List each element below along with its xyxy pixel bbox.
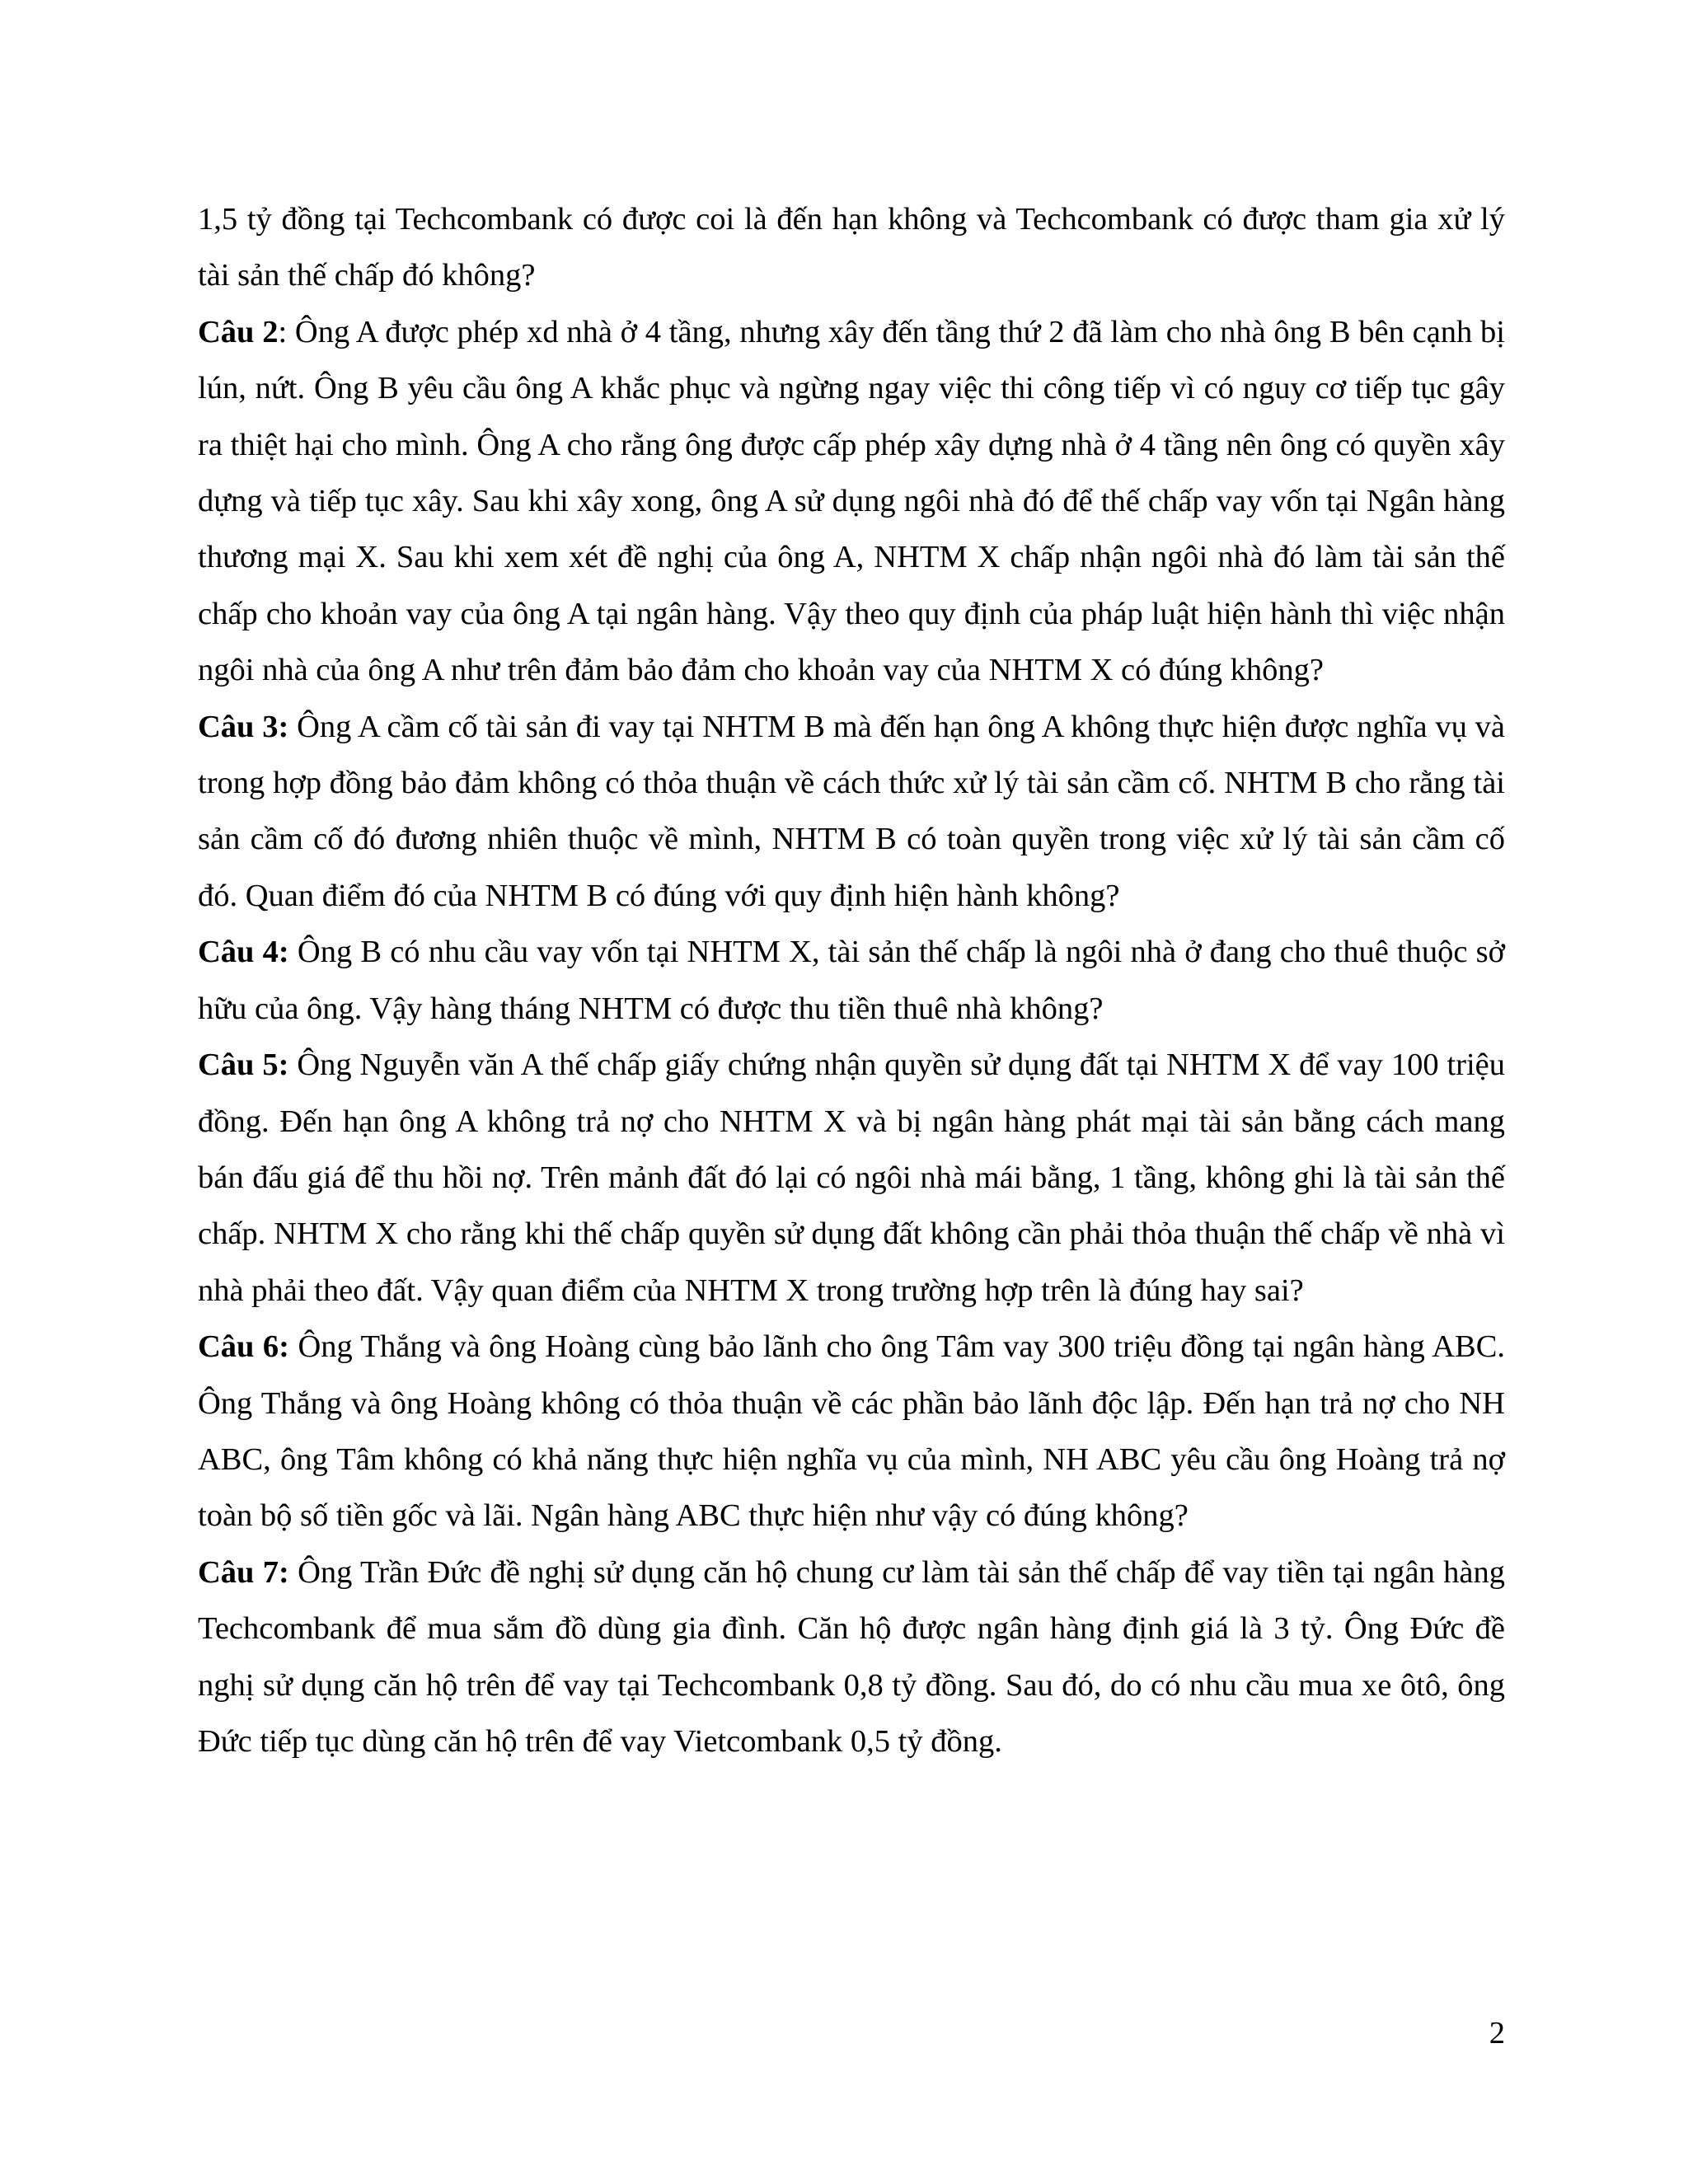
question-7-separator xyxy=(289,1555,298,1590)
question-4-text: Ông B có nhu cầu vay vốn tại NHTM X, tài sản thế chấp là ngôi nhà ở đang cho thuê thuộc sở hữu của ông. Vậy hàng tháng NHTM có được thu tiền thuê nhà không? xyxy=(198,935,1505,1026)
question-3-label: Câu 3: xyxy=(198,709,289,744)
question-7-label: Câu 7: xyxy=(198,1554,289,1590)
question-3-separator xyxy=(288,710,297,744)
document-body xyxy=(198,191,1505,1769)
question-2-label: Câu 2 xyxy=(198,314,279,349)
question-4 xyxy=(198,924,1505,1037)
question-6-label: Câu 6: xyxy=(198,1329,289,1365)
question-3 xyxy=(198,699,1505,925)
question-6-separator xyxy=(289,1329,298,1364)
question-4-label: Câu 4: xyxy=(198,935,289,970)
page-number: 2 xyxy=(1489,2016,1505,2050)
question-7-text: Ông Trần Đức đề nghị sử dụng căn hộ chung cư làm tài sản thế chấp để vay tiền tại ngân hàng Techcombank để mua sắm đồ dùng gia đình. Căn hộ được ngân hàng định giá là 3 tỷ. Ông Đức đề nghị sử dụng căn hộ trên để vay tại Techcombank 0,8 tỷ đồng. Sau đó, do có nhu cầu mua xe ôtô, ông Đức tiếp tục dùng căn hộ trên để vay Vietcombank 0,5 tỷ đồng. xyxy=(198,1554,1505,1759)
question-5-separator xyxy=(288,1047,297,1082)
question-5-label: Câu 5: xyxy=(198,1047,289,1083)
question-3-text: Ông A cầm cố tài sản đi vay tại NHTM B mà đến hạn ông A không thực hiện được nghĩa vụ và trong hợp đồng bảo đảm không có thỏa thuận về cách thức xử lý tài sản cầm cố. NHTM B cho rằng tài sản cầm cố đó đương nhiên thuộc về mình, NHTM B có toàn quyền trong việc xử lý tài sản cầm cố đó. Quan điểm đó của NHTM B có đúng với quy định hiện hành không? xyxy=(198,709,1506,913)
question-2-text: Ông A được phép xd nhà ở 4 tầng, nhưng xây đến tầng thứ 2 đã làm cho nhà ông B bên cạnh bị lún, nứt. Ông B yêu cầu ông A khắc phục và ngừng ngay việc thi công tiếp vì có nguy cơ tiếp tục gây ra thiệt hại cho mình. Ông A cho rằng ông được cấp phép xây dựng nhà ở 4 tầng nên ông có quyền xây dựng và tiếp tục xây. Sau khi xây xong, ông A sử dụng ngôi nhà đó để thế chấp vay vốn tại Ngân hàng thương mại X. Sau khi xem xét đề nghị của ông A, NHTM X chấp nhận ngôi nhà đó làm tài sản thế chấp cho khoản vay của ông A tại ngân hàng. Vậy theo quy định của pháp luật hiện hành thì việc nhận ngôi nhà của ông A như trên đảm bảo đảm cho khoản vay của NHTM X có đúng không? xyxy=(198,314,1505,688)
question-2 xyxy=(198,304,1505,699)
question-2-separator: : xyxy=(278,314,295,349)
question-6 xyxy=(198,1319,1505,1544)
intro-paragraph: 1,5 tỷ đồng tại Techcombank có được coi là đến hạn không và Techcombank có được tham gia xử lý tài sản thế chấp đó không? xyxy=(198,202,1505,293)
question-4-separator xyxy=(289,935,298,969)
question-5-text: Ông Nguyễn văn A thế chấp giấy chứng nhận quyền sử dụng đất tại NHTM X để vay 100 triệu đồng. Đến hạn ông A không trả nợ cho NHTM X và bị ngân hàng phát mại tài sản bằng cách mang bán đấu giá để thu hồi nợ. Trên mảnh đất đó lại có ngôi nhà mái bằng, 1 tầng, không ghi là tài sản thế chấp. NHTM X cho rằng khi thế chấp quyền sử dụng đất không cần phải thỏa thuận thế chấp về nhà vì nhà phải theo đất. Vậy quan điểm của NHTM X trong trường hợp trên là đúng hay sai? xyxy=(198,1047,1506,1308)
question-7 xyxy=(198,1544,1505,1770)
question-6-text: Ông Thắng và ông Hoàng cùng bảo lãnh cho ông Tâm vay 300 triệu đồng tại ngân hàng ABC. Ông Thắng và ông Hoàng không có thỏa thuận về các phần bảo lãnh độc lập. Đến hạn trả nợ cho NH ABC, ông Tâm không có khả năng thực hiện nghĩa vụ của mình, NH ABC yêu cầu ông Hoàng trả nợ toàn bộ số tiền gốc và lãi. Ngân hàng ABC thực hiện như vậy có đúng không? xyxy=(198,1329,1506,1534)
question-5 xyxy=(198,1037,1505,1319)
